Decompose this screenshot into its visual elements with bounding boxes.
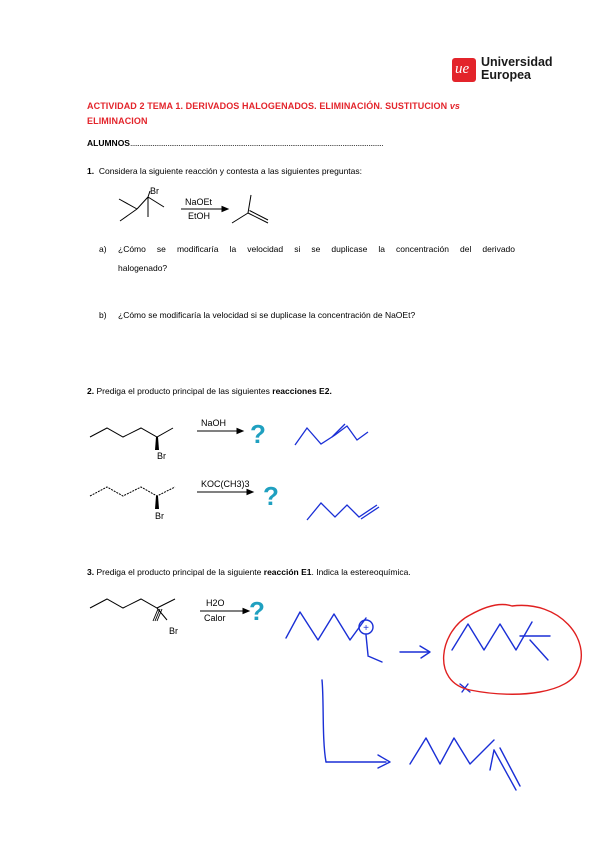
svg-text:Br: Br: [150, 186, 159, 196]
alumnos-line: ALUMNOS........................................................................................................................................: [87, 138, 384, 148]
svg-text:NaOEt: NaOEt: [185, 197, 213, 207]
svg-text:Calor: Calor: [204, 613, 226, 623]
svg-text:NaOH: NaOH: [201, 418, 227, 428]
question-1: 1. Considera la siguiente reacción y contesta a las siguientes preguntas:: [87, 166, 363, 176]
handwritten-red-circle: [444, 604, 582, 694]
svg-text:Br: Br: [157, 451, 166, 461]
question-mark-icon: ?: [263, 481, 279, 511]
page-title: ACTIVIDAD 2 TEMA 1. DERIVADOS HALOGENADOS. ELIMINACIÓN. SUSTITUCION vs ELIMINACION: [87, 101, 461, 126]
svg-text:EtOH: EtOH: [188, 211, 211, 221]
logo-name: Universidad Europea: [481, 55, 553, 82]
svg-text:+: +: [363, 623, 369, 634]
svg-text:H2O: H2O: [206, 598, 225, 608]
logo-mark-icon: ue: [452, 58, 476, 82]
question-2: 2. Prediga el producto principal de las siguientes reacciones E2.: [87, 386, 332, 396]
svg-text:Br: Br: [155, 511, 164, 521]
svg-text:KOC(CH3)3: KOC(CH3)3: [201, 479, 250, 489]
question-mark-icon: ?: [249, 596, 265, 626]
svg-text:Br: Br: [169, 626, 178, 636]
question-mark-icon: ?: [250, 419, 266, 449]
question-3: 3. Prediga el producto principal de la siguiente reacción E1. Indica la estereoquímica.: [87, 567, 411, 577]
